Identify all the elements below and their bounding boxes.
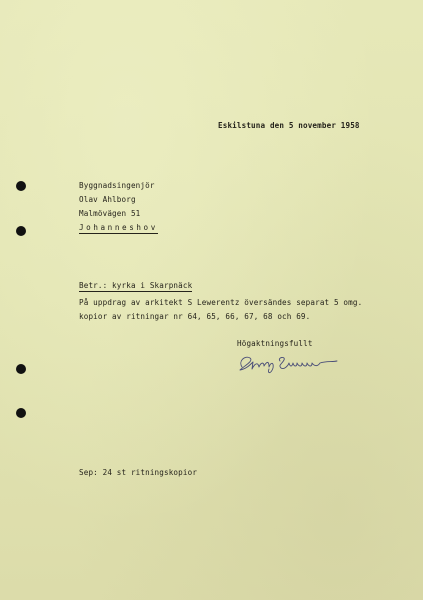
punch-hole [16,226,26,236]
enclosure-note: Sep: 24 st ritningskopior [79,468,198,477]
body-line: kopior av ritningar nr 64, 65, 66, 67, 68 och 69. [79,312,311,321]
subject-line: Betr.: kyrka i Skarpnäck [79,281,193,290]
handwritten-signature [236,350,340,374]
body-line: På uppdrag av arkitekt S Lewerentz översändes separat 5 omg. [79,298,363,307]
recipient-name: Olav Ahlborg [79,195,136,204]
dateline: Eskilstuna den 5 november 1958 [218,121,360,130]
recipient-street: Malmövägen 51 [79,209,141,218]
recipient-title: Byggnadsingenjör [79,181,155,190]
closing: Högaktningsfullt [237,339,313,348]
punch-hole [16,408,26,418]
punch-hole [16,364,26,374]
recipient-city: Johanneshov [79,223,158,232]
punch-hole [16,181,26,191]
